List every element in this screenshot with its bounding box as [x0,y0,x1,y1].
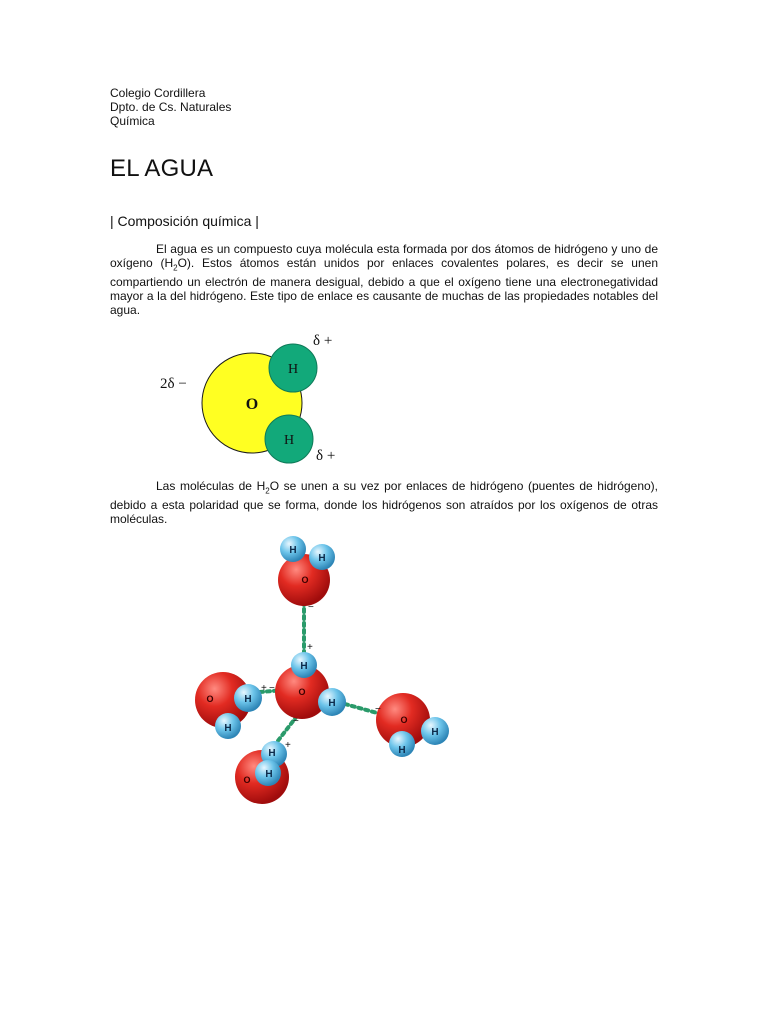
hydrogen-label: H [300,661,308,672]
oxygen-label: O [400,715,408,725]
paragraph-text: O se unen a su vez por enlaces de hidrógeno (puentes de hidrógeno), debido a esta polaridad que se forma, donde los hidrógenos son atraídos por los oxígenos de otras moléculas. [110,479,658,527]
water-molecule-diagram [150,328,350,468]
oxygen-label: O [298,687,306,697]
hydrogen-label: H [431,727,439,738]
minus-charge: − [293,716,299,727]
hydrogen-label: H [244,694,252,705]
oxygen-label: O [245,396,259,413]
hydrogen-bond-diagram [185,530,465,810]
oxygen-label: O [301,575,309,585]
hydrogen-label: H [398,745,406,756]
charge-label-h-bottom: δ + [316,448,336,464]
hydrogen-label-bottom: H [283,433,295,448]
page-title: EL AGUA [110,155,214,182]
document-header [110,86,231,128]
hydrogen-label: H [318,553,326,564]
subscript: 2 [265,486,270,496]
plus-charge: + [285,740,291,751]
paragraph-composition [110,242,658,317]
oxygen-label: O [243,775,251,785]
subscript: 2 [173,263,178,273]
hydrogen-label-top: H [287,362,299,377]
hydrogen-label: H [268,748,276,759]
minus-charge: − [308,602,314,613]
oxygen-label: O [206,694,214,704]
minus-charge: − [269,683,275,694]
hydrogen-label: H [224,723,232,734]
plus-charge: + [307,642,313,653]
paragraph-text: Las moléculas de H [156,479,266,493]
charge-label-oxygen: 2δ − [160,376,187,392]
hydrogen-label: H [289,545,297,556]
school-name: Colegio Cordillera [110,86,206,100]
minus-charge: − [375,704,381,715]
hydrogen-label: H [265,769,273,780]
section-heading: | Composición química | [110,213,259,229]
paragraph-text: El agua es un compuesto cuya molécula esta formada por dos átomos de hidrógeno y uno de oxígeno (H [110,242,658,270]
plus-charge: + [261,683,267,694]
subject-name: Química [110,114,155,128]
paragraph-hydrogen-bonds [110,479,658,526]
department-name: Dpto. de Cs. Naturales [110,100,232,114]
paragraph-text: O). Estos átomos están unidos por enlaces covalentes polares, es decir se unen compartiendo un electrón de manera desigual, debido a que el oxígeno tiene una electronegatividad mayor a la del hidrógeno. Este tipo de enlace es causante de muchas de las propiedades notables del agua. [110,256,658,318]
hydrogen-label: H [328,698,336,709]
charge-label-h-top: δ + [313,333,333,349]
